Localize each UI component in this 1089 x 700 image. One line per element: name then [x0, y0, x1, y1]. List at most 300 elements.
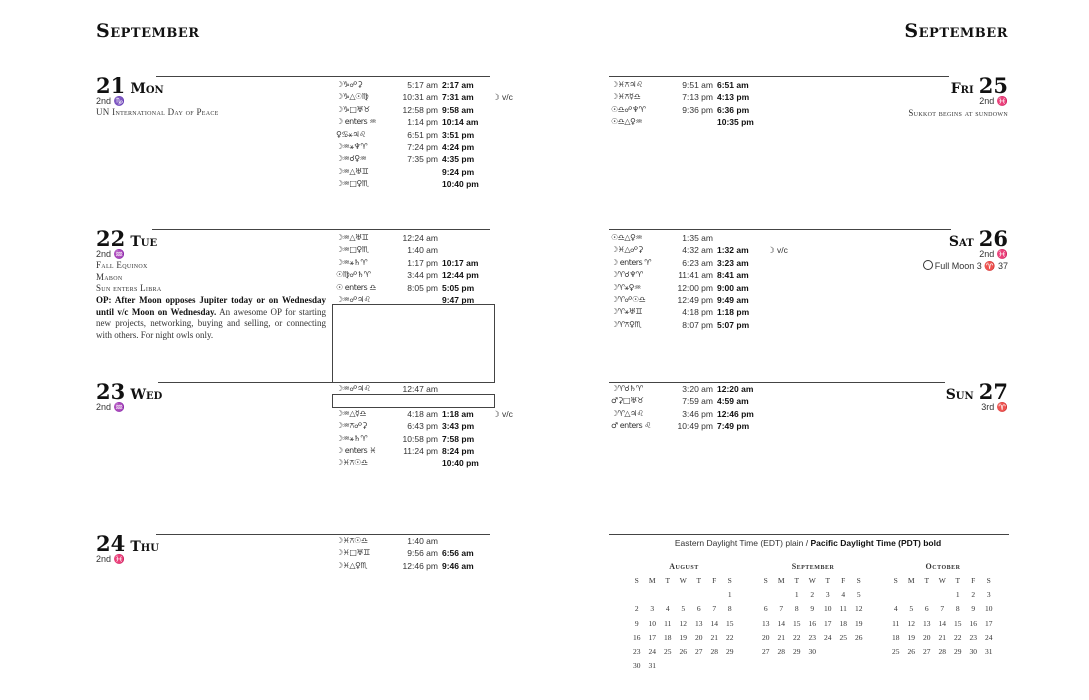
calendar-day: 11: [892, 618, 900, 628]
calendar-day: 20: [923, 632, 931, 642]
calendar-day: 28: [710, 646, 718, 656]
calendar-day: 22: [793, 632, 801, 642]
aspect-symbols: ☽♈☌♄♈: [611, 384, 643, 393]
mini-calendar-days: [888, 588, 998, 659]
calendar-day: 4: [665, 604, 670, 614]
day-number: 23: [96, 379, 126, 404]
right-page: [545, 0, 1089, 700]
calendar-day: [888, 588, 904, 602]
aspect-symbols: ☽ enters ♈: [611, 257, 651, 267]
calendar-day: 19: [907, 632, 915, 642]
calendar-day: 3: [986, 590, 991, 600]
calendar-day: 15: [726, 618, 734, 628]
calendar-day: 14: [710, 618, 718, 628]
calendar-day: 31: [985, 646, 993, 656]
aspect-pdt: 3:23 am: [717, 257, 749, 268]
calendar-day: 23: [633, 646, 641, 656]
legend-edt: Eastern Daylight Time (EDT) plain: [674, 538, 804, 548]
day-rule: [152, 229, 490, 230]
mini-calendar-october: [888, 562, 998, 659]
calendar-day: 30: [808, 646, 816, 656]
day-number: 21: [96, 73, 126, 98]
calendar-day: 15: [793, 618, 801, 628]
moon-phase: 2nd ♓: [979, 249, 1008, 259]
day-name: Thu: [130, 539, 159, 555]
calendar-day: 28: [938, 646, 946, 656]
aspect-edt: 11:24 pm: [403, 445, 438, 456]
aspect-symbols: ♂⚳□♅♉: [611, 396, 644, 406]
calendar-day: 9: [634, 618, 639, 628]
calendar-day: 12: [679, 618, 687, 628]
weekday-label: W: [938, 576, 946, 585]
calendar-day: 30: [969, 646, 977, 656]
aspect-symbols: ☽♓△♀♏: [336, 560, 368, 570]
calendar-day: 8: [727, 604, 732, 614]
calendar-day: [774, 588, 790, 602]
calendar-day: 1: [794, 590, 799, 600]
aspect-edt: 6:23 am: [682, 257, 713, 268]
aspect-edt: 8:07 pm: [682, 319, 713, 330]
weekday-label: S: [986, 576, 991, 585]
weekday-label: S: [893, 576, 898, 585]
aspect-edt: 10:49 pm: [677, 421, 713, 432]
day-rule: [158, 382, 490, 383]
aspect-symbols: ☽♒△☿♎: [336, 408, 367, 418]
full-moon-note: [923, 260, 1008, 272]
calendar-day: 15: [954, 618, 962, 628]
aspect-edt: 1:40 am: [407, 245, 438, 256]
calendar-day: 8: [955, 604, 960, 614]
calendar-day: 26: [855, 632, 863, 642]
day-heading: [946, 379, 1008, 404]
day-name: Sat: [948, 234, 974, 250]
aspect-edt: 1:35 am: [682, 233, 713, 243]
weekday-label: T: [696, 576, 702, 585]
weekday-label: W: [808, 576, 816, 585]
aspect-edt: 7:24 pm: [407, 141, 438, 152]
aspect-pdt: 12:46 pm: [717, 408, 754, 419]
calendar-day: 7: [779, 604, 784, 614]
weekday-label: F: [841, 576, 846, 585]
aspect-symbols: ☽♈⚹♀♒: [611, 282, 641, 292]
calendar-day: 30: [633, 661, 641, 671]
aspect-pdt: 4:24 pm: [442, 141, 475, 152]
weekday-label: S: [856, 576, 861, 585]
aspect-edt: 7:35 pm: [407, 154, 438, 165]
day-number: 26: [978, 226, 1008, 251]
aspect-symbols: ☽♈⚹♅♊: [611, 307, 642, 317]
calendar-day: 3: [825, 590, 830, 600]
aspect-symbols: ☉♍☍♄♈: [336, 270, 371, 280]
legend-rule: [609, 534, 1009, 535]
aspect-symbols: ☽♒□♀♏: [336, 245, 369, 255]
calendar-day: 21: [710, 632, 718, 642]
time-legend: [608, 538, 1008, 548]
calendar-day: 13: [695, 618, 703, 628]
mini-calendar-days: [758, 588, 868, 659]
aspect-edt: 9:56 am: [407, 548, 438, 559]
aspect-pdt: 1:32 am: [717, 245, 749, 256]
calendar-day: 14: [938, 618, 946, 628]
weekday-label: F: [712, 576, 717, 585]
aspect-edt: 1:17 pm: [407, 257, 438, 268]
op-note: [96, 295, 326, 341]
mini-calendar-august: [629, 562, 739, 673]
aspect-voc: ☽ v/c: [492, 92, 513, 103]
calendar-day: 23: [969, 632, 977, 642]
aspect-pdt: 4:13 pm: [717, 92, 750, 103]
calendar-day: 21: [777, 632, 785, 642]
calendar-day: 1: [727, 590, 732, 600]
day-rule: [156, 534, 490, 535]
aspect-symbols: ☽♒☌♀♒: [336, 154, 367, 164]
aspect-symbols: ☽♒⚹♄♈: [336, 433, 367, 443]
day-rule: [609, 76, 949, 77]
aspect-symbols: ☽♓⚻☉♎: [336, 536, 368, 545]
calendar-day: 6: [763, 604, 768, 614]
aspect-edt: 12:49 pm: [677, 294, 713, 305]
day-note: Sukkot begins at sundown: [908, 108, 1008, 118]
calendar-day: 12: [855, 604, 863, 614]
cross-day-bracket: [332, 304, 495, 383]
aspect-edt: 7:13 pm: [682, 92, 713, 103]
aspect-symbols: ☽♒☍♃♌: [336, 294, 371, 304]
calendar-day: 14: [777, 618, 785, 628]
aspect-edt: 8:05 pm: [407, 282, 438, 293]
aspect-edt: 12:58 pm: [402, 104, 438, 115]
aspect-pdt: 12:44 pm: [442, 270, 479, 281]
calendar-day: [935, 588, 951, 602]
legend-separator: /: [805, 538, 809, 548]
day-name: Sun: [945, 387, 974, 403]
aspect-edt: 9:51 am: [682, 80, 713, 90]
calendar-day: 2: [634, 604, 639, 614]
calendar-day: 21: [938, 632, 946, 642]
calendar-day: 29: [793, 646, 801, 656]
weekday-label: S: [634, 576, 639, 585]
aspect-pdt: 7:49 pm: [717, 421, 750, 432]
aspect-voc: ☽ v/c: [492, 408, 513, 419]
calendar-day: 4: [893, 604, 898, 614]
calendar-day: 9: [971, 604, 976, 614]
moon-phase: 2nd ♓: [979, 96, 1008, 106]
weekday-label: S: [727, 576, 732, 585]
full-moon-icon: [923, 260, 933, 270]
calendar-day: 13: [762, 618, 770, 628]
weekday-label: M: [777, 576, 785, 585]
day-note: Fall Equinox: [96, 260, 148, 270]
aspect-pdt: 2:17 am: [442, 80, 474, 90]
aspect-symbols: ☽♒△♅♊: [336, 233, 369, 242]
calendar-day: 5: [681, 604, 686, 614]
calendar-day: 31: [648, 661, 656, 671]
mini-calendar-title: October: [925, 562, 961, 571]
calendar-day: 24: [648, 646, 656, 656]
aspect-edt: 4:18 pm: [682, 307, 713, 318]
day-heading: [96, 379, 162, 404]
calendar-day: 26: [907, 646, 915, 656]
calendar-day: 11: [664, 618, 672, 628]
full-moon-label: Full Moon 3 ♈ 37: [934, 261, 1008, 271]
aspect-edt: 10:31 am: [402, 92, 438, 103]
aspect-symbols: ☉♎△♀♒: [611, 117, 643, 127]
legend-pdt: Pacific Daylight Time (PDT) bold: [810, 538, 942, 548]
weekday-label: T: [955, 576, 961, 585]
day-number: 27: [978, 379, 1008, 404]
calendar-day: 13: [923, 618, 931, 628]
mini-calendar-title: August: [669, 562, 699, 571]
day-name: Mon: [130, 81, 164, 97]
aspect-pdt: 5:07 pm: [717, 319, 750, 330]
day-name: Wed: [130, 387, 163, 403]
aspect-pdt: 1:18 pm: [717, 307, 750, 318]
op-note-lead: OP: After Moon opposes Jupiter today or on Wednesday until v/c Moon on Wednesday.: [96, 295, 326, 317]
aspect-pdt: 6:56 am: [442, 548, 474, 559]
moon-phase: 2nd ♑: [96, 96, 125, 106]
aspect-edt: 7:59 am: [682, 396, 713, 407]
mini-calendar-weekdays: [758, 574, 868, 588]
aspect-symbols: ♂ enters ♌: [611, 421, 651, 431]
weekday-label: W: [679, 576, 687, 585]
month-title: September: [904, 20, 1008, 42]
aspect-edt: 3:46 pm: [682, 408, 713, 419]
aspect-edt: 1:40 am: [407, 536, 438, 546]
weekday-label: M: [648, 576, 656, 585]
calendar-day: 11: [839, 604, 847, 614]
aspect-symbols: ♀♋⚹♃♌: [336, 129, 366, 139]
aspect-edt: 12:46 pm: [402, 560, 438, 571]
aspect-pdt: 9:47 pm: [442, 294, 475, 305]
weekday-label: T: [665, 576, 671, 585]
day-heading: [96, 531, 159, 556]
aspect-pdt: 3:51 pm: [442, 129, 475, 140]
aspect-symbols: ☽♒⚻☍⚳: [336, 421, 368, 431]
aspect-symbols: ☽♓△☍⚳: [611, 245, 643, 255]
calendar-day: [758, 588, 774, 602]
aspect-symbols: ☽ enters ♒: [336, 117, 376, 127]
calendar-day: 7: [712, 604, 717, 614]
weekday-label: S: [763, 576, 768, 585]
weekday-label: T: [794, 576, 800, 585]
aspect-edt: 4:18 am: [407, 408, 438, 419]
aspect-symbols: ☽♒△♅♊: [336, 166, 369, 176]
moon-phase: 2nd ♒: [96, 249, 125, 259]
aspect-edt: 6:51 pm: [407, 129, 438, 140]
aspect-pdt: 5:05 pm: [442, 282, 475, 293]
calendar-day: 9: [810, 604, 815, 614]
aspect-pdt: 10:40 pm: [442, 179, 479, 190]
calendar-day: 20: [762, 632, 770, 642]
mini-calendar-weekdays: [629, 574, 739, 588]
cross-day-bracket-end: [332, 394, 495, 408]
calendar-day: 18: [839, 618, 847, 628]
calendar-day: 24: [985, 632, 993, 642]
day-rule: [156, 76, 490, 77]
aspect-pdt: 9:00 am: [717, 282, 749, 293]
calendar-day: 18: [664, 632, 672, 642]
calendar-day: 25: [664, 646, 672, 656]
aspect-edt: 10:58 pm: [402, 433, 438, 444]
weekday-label: M: [907, 576, 915, 585]
calendar-day: 16: [808, 618, 816, 628]
calendar-day: 18: [892, 632, 900, 642]
aspect-edt: 3:20 am: [682, 384, 713, 394]
moon-phase: 3rd ♈: [981, 402, 1008, 412]
calendar-day: 5: [909, 604, 914, 614]
aspect-pdt: 8:24 pm: [442, 445, 475, 456]
moon-phase: 2nd ♓: [96, 554, 125, 564]
aspect-symbols: ☉♎△♀♒: [611, 233, 643, 242]
calendar-day: 29: [954, 646, 962, 656]
day-heading: [949, 226, 1008, 251]
calendar-day: 10: [648, 618, 656, 628]
calendar-day: [707, 588, 723, 602]
aspect-pdt: 10:17 am: [442, 257, 479, 268]
aspect-symbols: ☽♒□♀♏: [336, 179, 369, 189]
aspect-symbols: ☽♓⚻☿♎: [611, 92, 641, 102]
calendar-day: 27: [695, 646, 703, 656]
day-rule: [609, 229, 951, 230]
weekday-label: T: [825, 576, 831, 585]
calendar-day: 16: [633, 632, 641, 642]
day-note: UN International Day of Peace: [96, 107, 219, 117]
day-note: Mabon: [96, 271, 123, 282]
aspect-symbols: ☉♎☍♆♈: [611, 104, 646, 114]
aspect-pdt: 7:58 pm: [442, 433, 475, 444]
aspect-symbols: ☽♑□♅♉: [336, 104, 370, 114]
aspect-symbols: ☽♓⚻♃♌: [611, 80, 643, 89]
day-number: 24: [96, 531, 126, 556]
aspect-pdt: 9:58 am: [442, 104, 474, 115]
aspect-pdt: 10:40 pm: [442, 458, 479, 469]
calendar-day: 22: [726, 632, 734, 642]
weekday-label: T: [924, 576, 930, 585]
aspect-edt: 11:41 am: [678, 270, 713, 281]
calendar-day: 27: [923, 646, 931, 656]
aspect-pdt: 12:20 am: [717, 384, 754, 394]
day-name: Fri: [950, 81, 974, 97]
calendar-day: 19: [679, 632, 687, 642]
aspect-edt: 9:36 pm: [682, 104, 713, 115]
aspect-edt: 4:32 am: [682, 245, 713, 256]
calendar-day: 19: [855, 618, 863, 628]
aspect-edt: 6:43 pm: [407, 421, 438, 432]
aspect-symbols: ☽♓□♅♊: [336, 548, 370, 558]
calendar-day: 2: [810, 590, 815, 600]
op-note-body: An awesome OP for starting new projects, networking, buying and selling, or connecting with others. For night owls only.: [96, 306, 326, 340]
aspect-symbols: ☽♈☍☉♎: [611, 294, 646, 304]
mini-calendar-weekdays: [888, 574, 998, 588]
aspect-pdt: 1:18 am: [442, 408, 474, 419]
aspect-symbols: ☽♈⚻♀♏: [611, 319, 642, 329]
day-note-list: [96, 260, 161, 295]
calendar-day: [629, 588, 645, 602]
calendar-day: 25: [892, 646, 900, 656]
aspect-pdt: 8:41 am: [717, 270, 749, 281]
calendar-day: 5: [856, 590, 861, 600]
calendar-day: 25: [839, 632, 847, 642]
aspect-symbols: ☽ enters ♓: [336, 445, 376, 455]
left-page: [0, 0, 544, 700]
aspect-edt: 12:47 am: [402, 384, 438, 394]
aspect-symbols: ☽♒☍♃♌: [336, 384, 371, 393]
calendar-day: [919, 588, 935, 602]
calendar-day: 26: [679, 646, 687, 656]
calendar-day: 1: [955, 590, 960, 600]
aspect-symbols: ☽♒⚹♄♈: [336, 257, 367, 267]
calendar-day: 8: [794, 604, 799, 614]
aspect-pdt: 10:14 am: [442, 117, 479, 128]
aspect-pdt: 4:35 pm: [442, 154, 475, 165]
mini-calendar-title: September: [791, 562, 835, 571]
calendar-day: 22: [954, 632, 962, 642]
month-title: September: [96, 20, 200, 42]
aspect-pdt: 9:46 am: [442, 560, 474, 571]
day-number: 25: [978, 73, 1008, 98]
calendar-day: 10: [985, 604, 993, 614]
aspect-pdt: 6:36 pm: [717, 104, 750, 115]
moon-phase: 2nd ♒: [96, 402, 125, 412]
aspect-edt: 5:17 am: [407, 80, 438, 90]
day-note: Sun enters Libra: [96, 283, 162, 293]
calendar-day: 28: [777, 646, 785, 656]
calendar-day: 17: [985, 618, 993, 628]
calendar-day: 6: [696, 604, 701, 614]
calendar-day: 12: [907, 618, 915, 628]
aspect-edt: 12:00 pm: [677, 282, 713, 293]
aspect-symbols: ☽♑△☉♍: [336, 92, 369, 102]
calendar-day: [676, 588, 692, 602]
calendar-day: [645, 588, 661, 602]
day-heading: [951, 73, 1008, 98]
calendar-day: 17: [824, 618, 832, 628]
calendar-day: 2: [971, 590, 976, 600]
aspect-pdt: 3:43 pm: [442, 421, 475, 432]
aspect-symbols: ☽♈☌♆♈: [611, 270, 643, 280]
aspect-edt: 3:44 pm: [407, 270, 438, 281]
calendar-day: 16: [969, 618, 977, 628]
mini-calendar-september: [758, 562, 868, 659]
aspect-symbols: ☉ enters ♎: [336, 282, 376, 292]
aspect-symbols: ☽♓⚻☉♎: [336, 458, 368, 468]
calendar-day: 27: [762, 646, 770, 656]
aspect-pdt: 4:59 am: [717, 396, 749, 407]
calendar-day: 10: [824, 604, 832, 614]
calendar-day: 3: [650, 604, 655, 614]
aspect-pdt: 10:35 pm: [717, 117, 754, 128]
aspect-symbols: ☽♒⚹♆♈: [336, 141, 367, 151]
aspect-edt: 1:14 pm: [407, 117, 438, 128]
calendar-day: 17: [648, 632, 656, 642]
calendar-day: 23: [808, 632, 816, 642]
aspect-pdt: 7:31 am: [442, 92, 474, 103]
mini-calendar-days: [629, 588, 739, 673]
calendar-day: 20: [695, 632, 703, 642]
day-number: 22: [96, 226, 126, 251]
aspect-edt: 12:24 am: [402, 233, 438, 243]
aspect-pdt: 6:51 am: [717, 80, 749, 90]
calendar-day: 24: [824, 632, 832, 642]
calendar-day: 7: [940, 604, 945, 614]
weekday-label: F: [971, 576, 976, 585]
aspect-pdt: 9:49 am: [717, 294, 749, 305]
calendar-day: 6: [924, 604, 929, 614]
aspect-symbols: ☽♈△♃♌: [611, 408, 644, 418]
aspect-voc: ☽ v/c: [767, 245, 788, 256]
aspect-symbols: ☽♑☍⚳: [336, 80, 363, 89]
calendar-day: 29: [726, 646, 734, 656]
day-heading: [96, 73, 164, 98]
